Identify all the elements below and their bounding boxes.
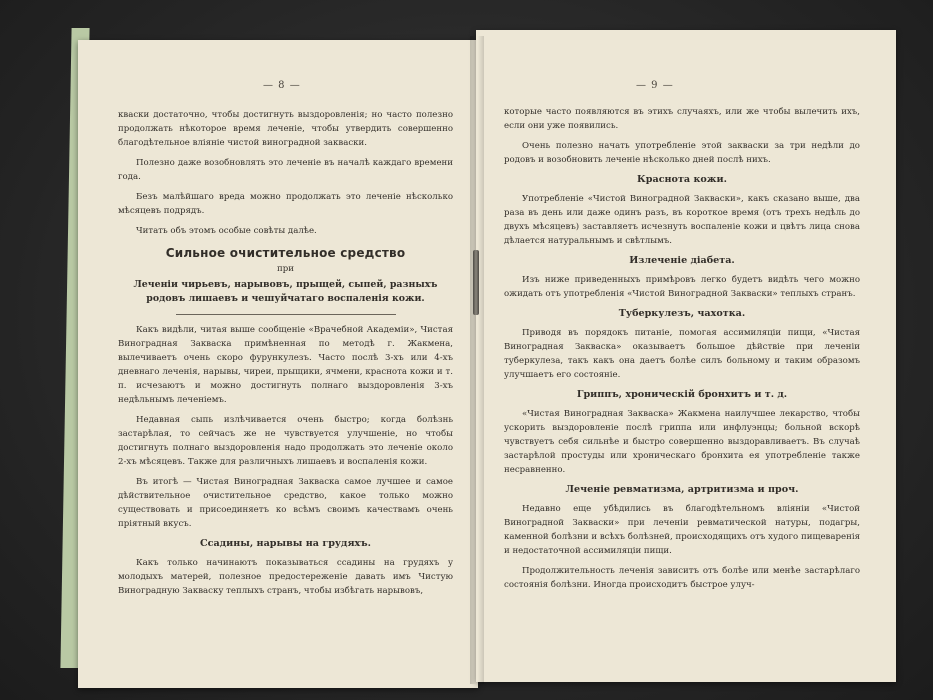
paragraph: кваски достаточно, чтобы достигнуть выздоровленія; но часто полезно продолжать нѣкоторое время леченіе, чтобы утвердить совершенно благодѣтельное вліяніе чистой виноградной закваски. [118, 110, 453, 148]
left-page-text [118, 108, 453, 604]
paragraph: Изъ ниже приведенныхъ примѣровъ легко будетъ видѣть чего можно ожидать отъ употребленія «Чистой Виноградной Закваски» теплыхъ странъ. [504, 275, 860, 299]
paragraph: Какъ видѣли, читая выше сообщеніе «Врачебной Академіи», Чистая Виноградная Закваска примѣненная по методѣ г. Жакмена, вылечиваетъ очень скоро фурункулезъ. Часто послѣ 3-хъ или 4-хъ дневнаго леченія, нарывы, чиреи, прыщики, ячмени, краснота кожи и т. п. исчезаютъ и можно достигнуть полнаго выздоровленія 3-хъ недѣльнымъ леченіемъ. [118, 325, 453, 405]
paragraph: Недавная сыпь излѣчивается очень быстро; когда болѣзнь застарѣлая, то сейчасъ же не чувствуется улучшеніе, но чтобы достигнуть полнаго выздоровленія надо продолжать это леченіе около 2-хъ мѣсяцевъ. Также для различныхъ лишаевъ и воспаленія кожи. [118, 415, 453, 467]
heading-connector: при [277, 264, 294, 274]
staple [473, 289, 479, 315]
paragraph: Въ итогѣ — Чистая Виноградная Закваска самое лучшее и самое дѣйствительное очистительное средство, какое только можно существовать и присоединяетъ ко всѣмъ своимъ качествамъ очень пріятный вкусъ. [118, 477, 453, 529]
section-heading-rheumatism: Леченіе ревматизма, артритизма и проч. [565, 484, 799, 495]
section-subheading-skin: Леченіи чирьевъ, нарывовъ, прыщей, сыпей, разныхъ родовъ лишаевъ и чешуйчатаго воспаленія кожи. [133, 279, 438, 304]
section-heading-cleanser: Сильное очистительное средство [165, 246, 406, 260]
section-heading-flu: Гриппъ, хроническій бронхитъ и т. д. [576, 389, 788, 400]
paragraph: Безъ малѣйшаго вреда можно продолжать это леченіе нѣсколько мѣсяцевъ подрядъ. [118, 192, 453, 216]
left-page [78, 40, 478, 688]
section-heading-sores: Ссадины, нарывы на грудяхъ. [200, 538, 371, 549]
paragraph: Полезно даже возобновлять это леченіе въ началѣ каждаго времени года. [118, 158, 453, 182]
page-number-left: — 8 — [263, 80, 301, 91]
paragraph: Приводя въ порядокъ питаніе, помогая ассимиляціи пищи, «Чистая Виноградная Закваска» оказываетъ большое дѣйствіе при леченіи туберкулеза, такъ какъ она даетъ болѣе силъ больному и таким образомъ улучшаетъ его состояніе. [504, 328, 860, 380]
page-number-right: — 9 — [636, 80, 674, 91]
paragraph: «Чистая Виноградная Закваска» Жакмена наилучшее лекарство, чтобы ускорить выздоровленіе послѣ гриппа или инфлуэнцы; больной вскорѣ чувствуетъ себя сильнѣе и быстро совершенно выздоравливаетъ. Въ случаѣ застарѣлой простуды или хроническаго бронхита ея употребленіе также несравненно. [504, 409, 860, 475]
paragraph: Недавно еще убѣдились въ благодѣтельномъ вліяніи «Чистой Виноградной Закваски» при леченіи ревматической натуры, подагры, каменной болѣзни и всѣхъ болѣзней, происходящихъ отъ худого пищеваренія и недостаточной ассимиляціи пищи. [504, 504, 860, 556]
paragraph: Читать объ этомъ особые совѣты далѣе. [136, 226, 317, 236]
section-heading-diabetes: Излеченіе діабета. [629, 255, 735, 266]
paragraph: Очень полезно начать употребленіе этой закваски за три недѣли до родовъ и возобновить леченіе нѣсколько дней послѣ нихъ. [504, 141, 860, 165]
right-page-text [504, 105, 860, 598]
paragraph: Продолжительность леченія зависитъ отъ болѣе или менѣе застарѣлаго состоянія болѣзни. Иногда происходитъ быстрое улуч- [504, 566, 860, 590]
heading-rule [176, 314, 396, 315]
paragraph: Употребленіе «Чистой Виноградной Закваски», какъ сказано выше, два раза въ день или даже одинъ разъ, въ короткое время (отъ трехъ недѣль до двухъ мѣсяцевъ) заставляетъ исчезнуть воспаленіе кожи и цвѣтъ лица снова дѣлается натуральнымъ и свѣтлымъ. [504, 194, 860, 246]
section-heading-tuberculosis: Туберкулезъ, чахотка. [618, 308, 746, 319]
section-heading-redness: Краснота кожи. [637, 174, 727, 185]
paragraph: Какъ только начинаютъ показываться ссадины на грудяхъ у молодыхъ матерей, полезное предостереженіе давать имъ Чистую Виноградную Закваску теплыхъ странъ, чтобы избѣгать нарывовъ, [118, 558, 453, 596]
right-page [476, 30, 896, 682]
staple [473, 250, 479, 294]
paragraph: которые часто появляются въ этихъ случаяхъ, или же чтобы вылечить ихъ, если они уже появились. [504, 107, 860, 131]
